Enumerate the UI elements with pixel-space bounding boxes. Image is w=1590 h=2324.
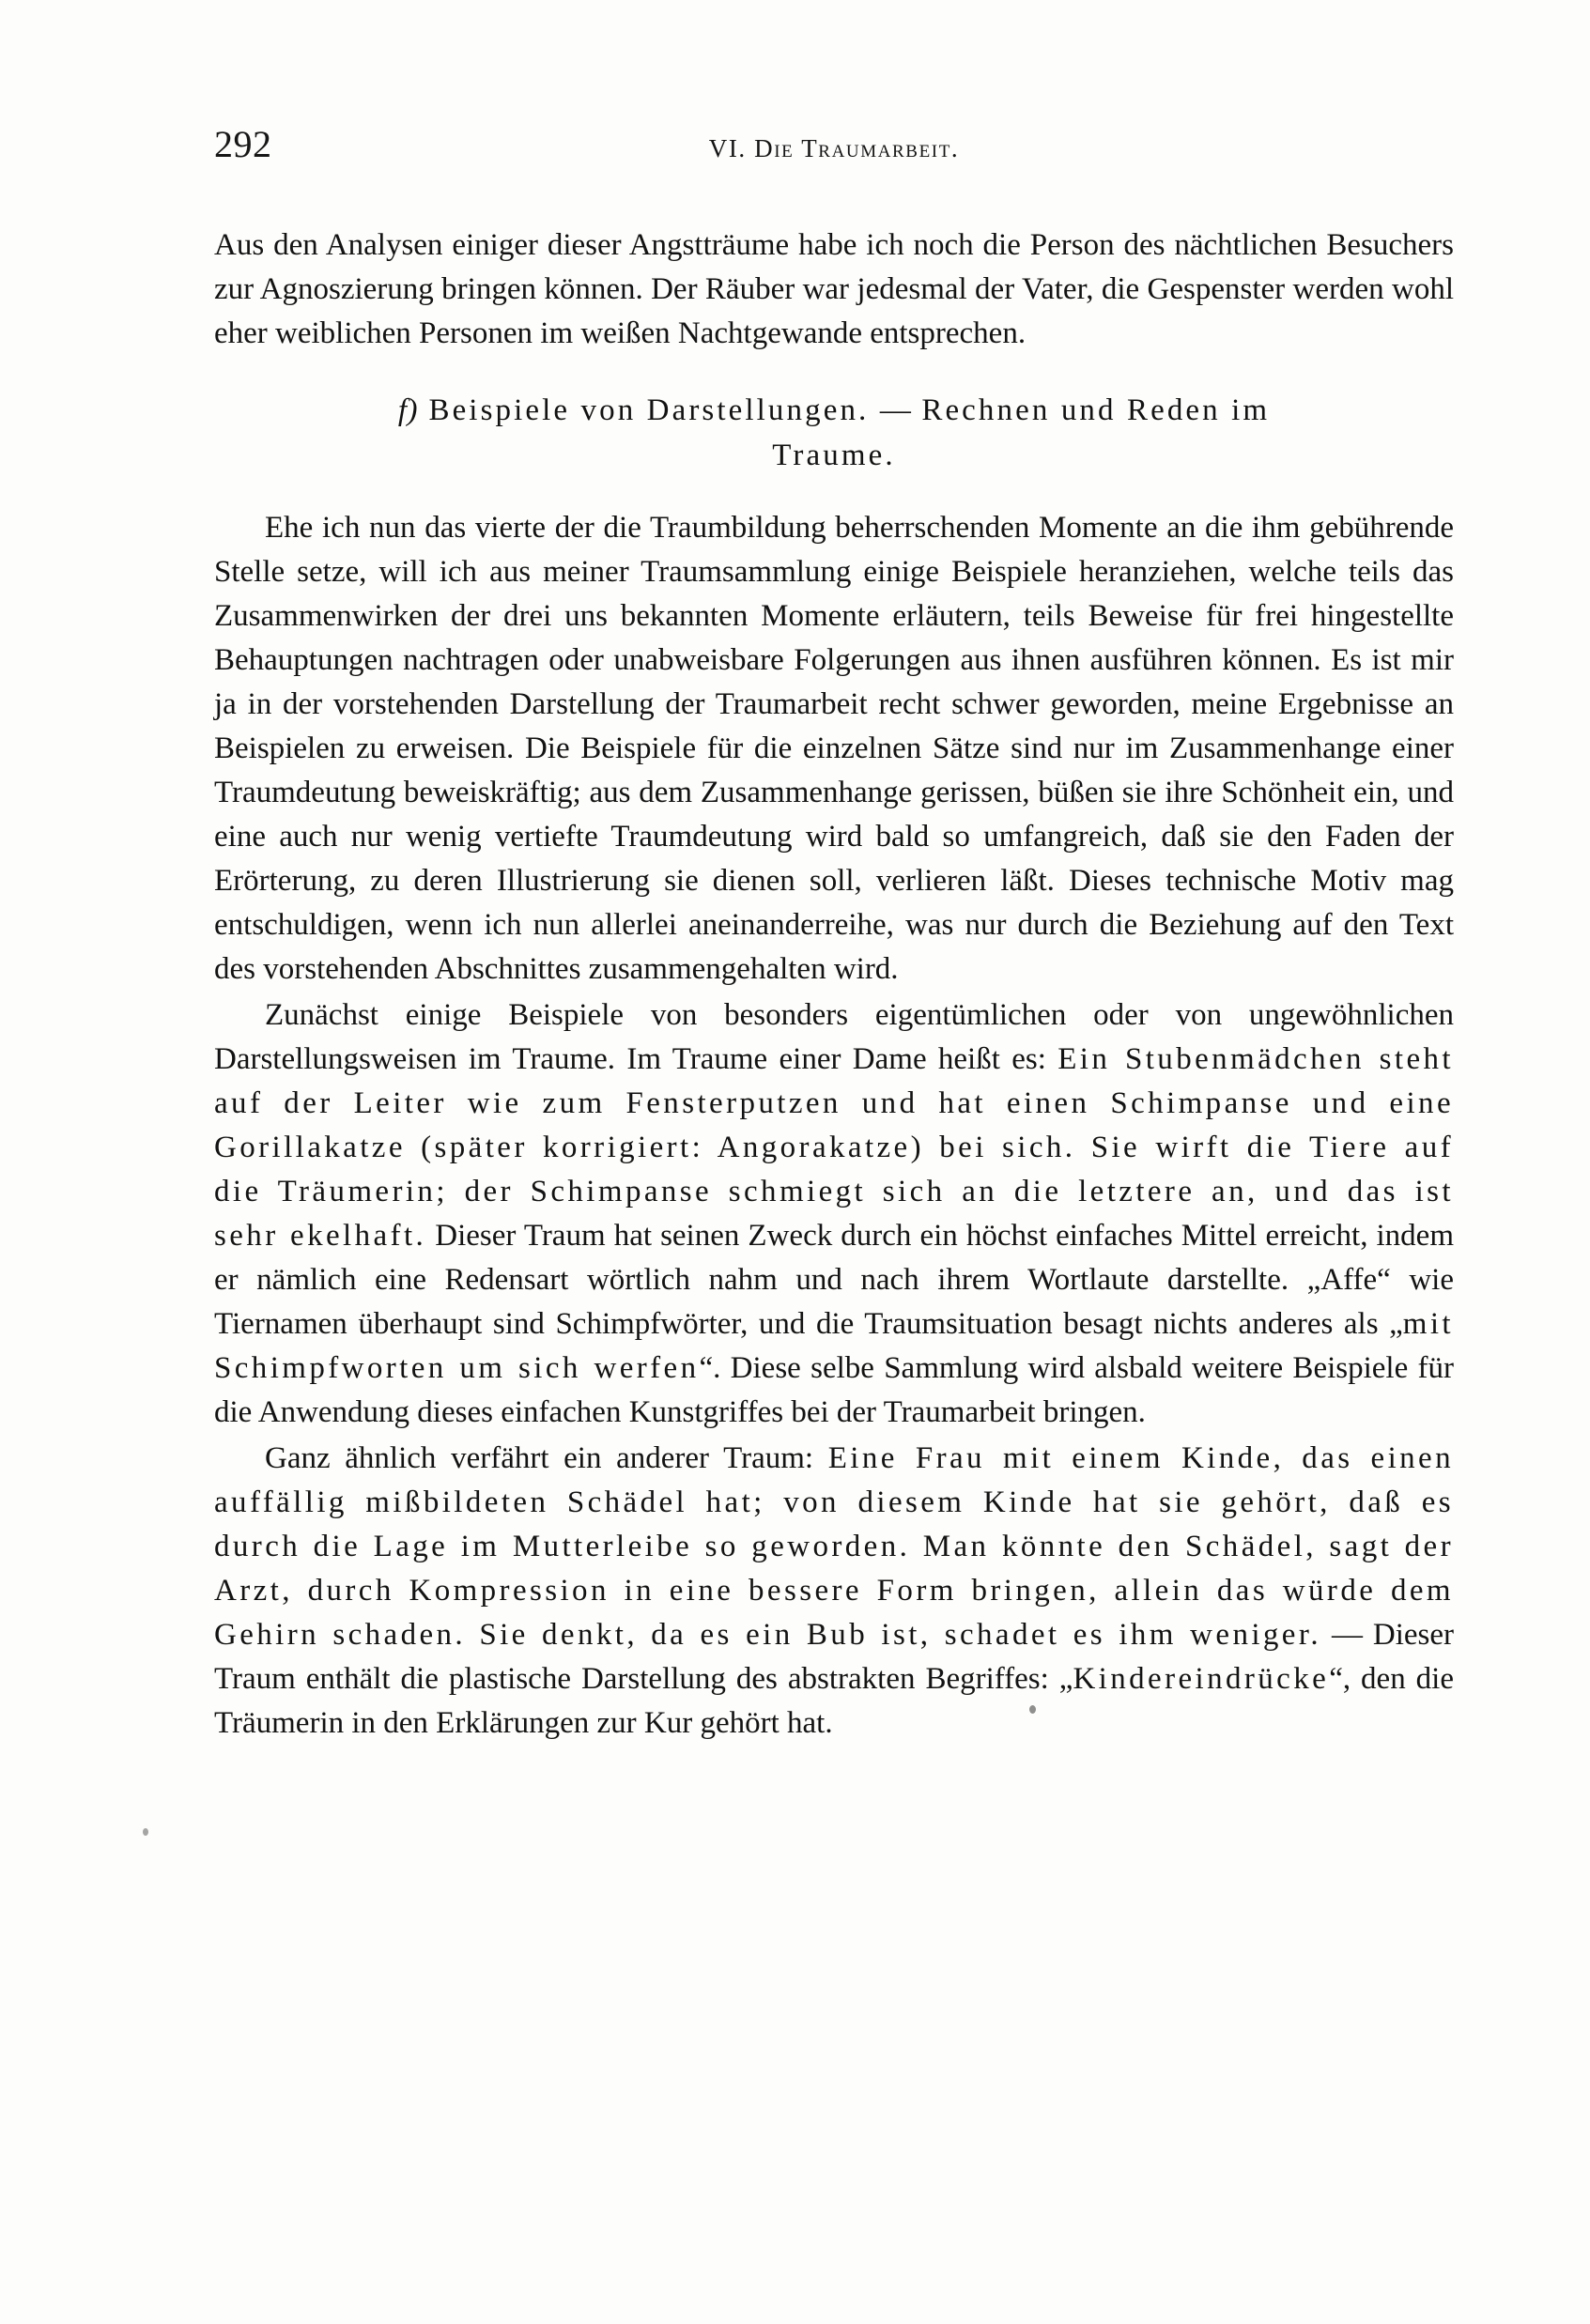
page-header (214, 122, 1454, 178)
paragraph-2-tail: “. Diese selbe Sammlung wird alsbald weitere Beispiele für die Anwendung dieses einfachen Kunstgriffes bei der Traumarbeit bringen. (214, 1351, 1455, 1429)
paragraph-2-mid: Dieser Traum hat seinen Zweck durch ein höchst einfaches Mittel erreicht, indem er nämlich eine Redensart wörtlich nahm und nach ihrem Wortlaute darstellte. „Affe“ wie Tiernamen überhaupt sind Schimpfwörter, und die Traumsituation besagt nichts anderes als „ (214, 1219, 1454, 1341)
dream-quote-1: Ein Stubenmädchen steht auf der Leiter wie zum Fensterputzen und hat einen Schimpanse und eine Gorillakatze (später korrigiert: Angorakatze) bei sich. Sie wirft die Tiere auf die Träumerin; der Schimpanse schmiegt sich an die letztere an, und das ist sehr ekelhaft. (214, 1042, 1454, 1253)
paragraph-body-2 (214, 993, 1454, 1435)
paragraph-3-dash: — (1331, 1618, 1363, 1652)
paragraph-3-lead: Ganz ähnlich verfährt ein anderer Traum: (265, 1441, 814, 1475)
dream-quote-2: Eine Frau mit einem Kinde, das einen auffällig mißbildeten Schädel hat; von diesem Kinde hat sie gehört, daß es durch die Lage im Mutterleibe so geworden. Man könnte den Schädel, sagt der Arzt, durch Kompression in eine bessere Form bringen, allein das würde dem Gehirn schaden. Sie denkt, da es ein Bub ist, schadet es ihm weniger. (214, 1441, 1455, 1652)
page-content (214, 122, 1454, 1747)
page-speck-icon (1029, 1705, 1036, 1714)
page-number: 292 (214, 123, 272, 165)
running-head-title: VI. Die Traumarbeit. (708, 134, 960, 162)
dream-emphasis-1: mit Schimpfworten um sich werfen (214, 1307, 1454, 1385)
section-heading (214, 388, 1454, 478)
page-speck-icon (143, 1828, 148, 1836)
paragraph-2-lead: Zunächst einige Beispiele von besonders eigentümlichen oder von ungewöhnlichen Darstellungsweisen im Traume. Im Traume einer Dame heißt es: (214, 998, 1454, 1076)
section-title-line3: Traume. (772, 439, 896, 472)
dream-emphasis-2: Kindereindrücke (1073, 1662, 1330, 1696)
section-title-line2: Rechnen und Reden im (921, 393, 1271, 427)
section-marker: f) (397, 393, 418, 427)
paragraph-body-1: Ehe ich nun das vierte der die Traumbildung beherrschenden Momente an die ihm gebührende Stelle setze, will ich aus meiner Traumsammlung einige Beispiele heranziehen, welche teils das Zusammenwirken der drei uns bekannten Momente erläutern, teils Beweise für frei hingestellte Behauptungen nachtragen oder unabweisbare Folgerungen aus ihnen ausführen können. Es ist mir ja in der vorstehenden Darstellung der Traumarbeit recht schwer geworden, meine Ergebnisse an Beispielen zu erweisen. Die Beispiele für die einzelnen Sätze sind nur im Zusammenhange einer Traumdeutung beweiskräftig; aus dem Zusammenhange gerissen, büßen sie ihre Schönheit ein, und eine auch nur wenig vertiefte Traumdeutung wird bald so umfangreich, daß sie den Faden der Erörterung, zu deren Illustrierung sie dienen soll, verlieren läßt. Dieses technische Motiv mag entschuldigen, wenn ich nun allerlei aneinanderreihe, was nur durch die Beziehung auf den Text des vorstehenden Abschnittes zusammengehalten wird. (214, 511, 1454, 986)
section-title-dash: — (879, 393, 911, 427)
section-title-line1: Beispiele von Darstellungen. (428, 393, 870, 427)
paragraph-intro: Aus den Analysen einiger dieser Angstträume habe ich noch die Person des nächtlichen Besuchers zur Agnoszierung bringen können. Der Räuber war jedesmal der Vater, die Gespenster werden wohl eher weiblichen Personen im weißen Nachtgewande entsprechen. (214, 228, 1454, 350)
paragraph-3-mid: Dieser Traum enthält die plastische Darstellung des abstrakten Begriffes: „ (214, 1618, 1454, 1696)
paragraph-body-3 (214, 1437, 1454, 1746)
paragraph-3-tail: “, den die Träumerin in den Erklärungen zur Kur gehört hat. (214, 1662, 1454, 1740)
